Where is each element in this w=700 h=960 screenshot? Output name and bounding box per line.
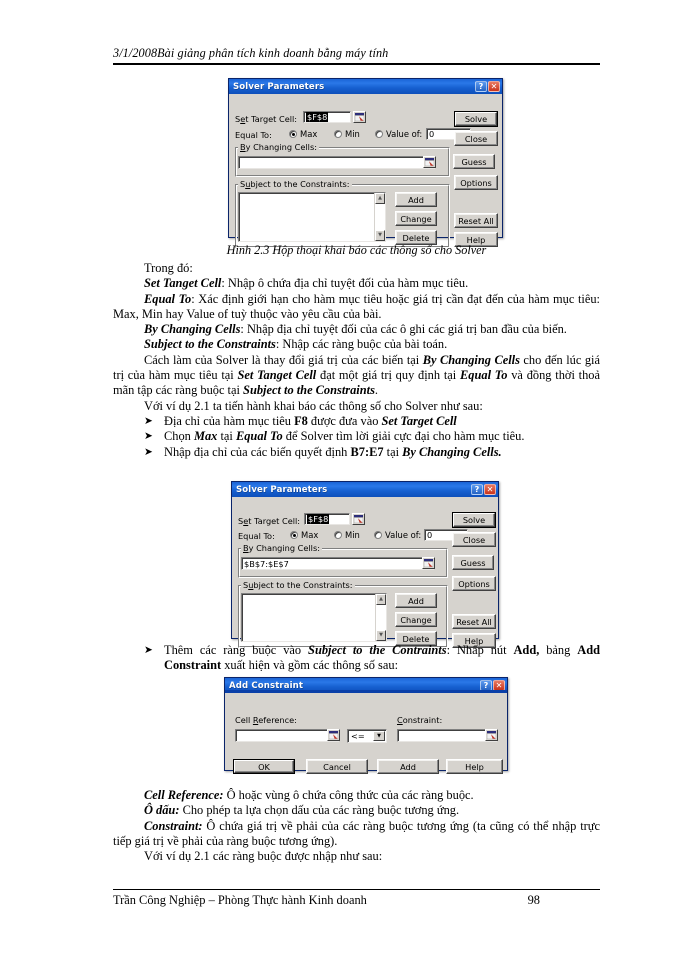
b3-b2: By Changing Cells. xyxy=(402,444,502,459)
b2-c: tại xyxy=(217,429,236,444)
scroll-down-icon[interactable]: ▼ xyxy=(376,630,386,641)
term-constraint: Constraint: xyxy=(144,818,203,833)
help-icon[interactable]: ? xyxy=(471,484,483,495)
guess-button[interactable] xyxy=(453,154,495,169)
chevron-bullet-icon: ➤ xyxy=(144,414,153,427)
radio-value-of-label: Value of: xyxy=(385,530,422,540)
by-changing-cells-range-picker-icon[interactable] xyxy=(422,557,435,569)
by-changing-cells-input[interactable] xyxy=(241,557,434,570)
range-select-icon xyxy=(425,158,434,166)
constraints-scrollbar[interactable] xyxy=(374,193,385,241)
set-target-cell-value: $F$8 xyxy=(308,514,329,524)
radio-max[interactable] xyxy=(290,530,318,540)
solver-parameters-dialog-1[interactable] xyxy=(228,78,503,245)
help-icon[interactable]: ? xyxy=(480,680,492,691)
para-cell-reference xyxy=(113,788,600,803)
t-cachlam-b3: Equal To xyxy=(460,368,508,383)
footer-page-number: 98 xyxy=(527,893,540,907)
b3-c: tại xyxy=(383,444,403,459)
operator-dropdown[interactable] xyxy=(347,729,387,743)
range-select-icon xyxy=(355,113,364,121)
text-block-a xyxy=(113,261,600,460)
radio-value-of-dot xyxy=(374,531,382,539)
chevron-bullet-icon: ➤ xyxy=(144,445,153,458)
t-cachlam-a: Cách làm của Solver là thay đổi giá trị của các biến tại xyxy=(144,352,423,367)
radio-min-dot xyxy=(334,130,342,138)
b2-b2: Equal To xyxy=(235,429,283,444)
para-vi-du-21: Với ví dụ 2.1 ta tiến hành khai báo các thông số cho Solver như sau: xyxy=(144,398,483,413)
dialog3-bottom-bar xyxy=(225,690,507,693)
radio-min[interactable] xyxy=(334,129,360,139)
para-equal-to xyxy=(113,292,600,323)
set-target-cell-input[interactable] xyxy=(303,111,351,123)
cancel-button[interactable] xyxy=(306,759,368,774)
t-cachlam-e: và đồng thời thoả mãn tập các ràng buộc tại xyxy=(113,368,600,398)
radio-min-dot xyxy=(334,531,342,539)
page-footer xyxy=(113,889,600,908)
range-select-icon xyxy=(329,731,338,739)
close-icon[interactable]: ✕ xyxy=(484,484,496,495)
close-icon[interactable]: ✕ xyxy=(493,680,505,691)
scroll-down-icon[interactable]: ▼ xyxy=(375,230,385,241)
b1-a: Địa chỉ của hàm mục tiêu xyxy=(164,413,295,428)
solver-parameters-dialog-2[interactable] xyxy=(231,481,499,646)
close-button-label: Close xyxy=(462,534,486,545)
para-cach-lam xyxy=(113,353,600,399)
list-item xyxy=(113,414,600,429)
change-constraint-button-label: Change xyxy=(400,614,432,625)
footer-author: Trần Công Nghiệp – Phòng Thực hành Kinh doanh xyxy=(113,893,367,907)
set-target-cell-input[interactable] xyxy=(304,513,350,525)
scroll-up-icon[interactable]: ▲ xyxy=(375,193,385,204)
para-o-dau xyxy=(113,803,600,818)
close-button-label: Close xyxy=(464,133,488,144)
reset-all-button[interactable] xyxy=(454,213,498,228)
add-button-label: Add xyxy=(400,761,416,772)
text-cell-reference-rest: Ô hoặc vùng ô chứa công thức của các ràng buộc. xyxy=(223,788,474,802)
list-item xyxy=(113,429,600,444)
add-constraint-button-label: Add xyxy=(408,595,424,606)
radio-value-of-label: Value of: xyxy=(386,129,423,139)
radio-min-label: Min xyxy=(345,129,360,139)
add-constraint-dialog[interactable] xyxy=(224,677,508,771)
term-cell-reference: Cell Reference: xyxy=(144,788,224,802)
chevron-bullet-icon: ➤ xyxy=(144,430,153,443)
para-vi-du-21-b: Với ví dụ 2.1 các ràng buộc được nhập như sau: xyxy=(144,849,383,864)
by-changing-cells-label: By Changing Cells: xyxy=(243,543,320,553)
constraints-scrollbar[interactable] xyxy=(375,594,386,641)
figure-caption-1: Hình 2.3 Hộp thoại khai báo các thông số cho Solver xyxy=(226,243,487,257)
t-cachlam-b1: By Changing Cells xyxy=(422,352,520,367)
change-constraint-button[interactable] xyxy=(395,612,437,627)
b1-b2: Set Target Cell xyxy=(381,413,457,428)
options-button[interactable] xyxy=(452,576,496,591)
constraint-label: Constraint: xyxy=(397,715,443,725)
t-cachlam-b4: Subject to the Constraints xyxy=(243,383,375,398)
dialog2-title: Solver Parameters xyxy=(236,484,328,495)
help-foot-button[interactable] xyxy=(446,759,503,774)
radio-value-of[interactable] xyxy=(375,129,422,139)
constraints-label: Subject to the Constraints: xyxy=(243,580,353,590)
para-subject-constraints xyxy=(113,337,600,352)
t-cachlam-c: cho đến lúc giá trị của hàm mục tiêu tại xyxy=(113,352,600,383)
bullet-2-text xyxy=(164,429,600,444)
help-button-label: Help xyxy=(464,635,484,646)
bullet-1-text xyxy=(164,414,600,429)
text-by-changing-rest: : Nhập địa chỉ tuyệt đối của các ô ghi các giá trị ban đầu của biến. xyxy=(240,322,567,337)
term-equal-to: Equal To xyxy=(144,291,192,306)
chevron-down-icon[interactable]: ▼ xyxy=(373,731,385,741)
radio-max-label: Max xyxy=(300,129,318,139)
radio-max-dot xyxy=(289,130,297,138)
list-item xyxy=(113,643,600,674)
guess-button-label: Guess xyxy=(461,156,487,167)
radio-min[interactable] xyxy=(334,530,360,540)
footer-row xyxy=(113,890,600,908)
b2-d: để Solver tìm lời giải cực đại cho hàm mục tiêu. xyxy=(282,429,525,444)
text-o-dau-rest: Cho phép ta lựa chọn dấu của các ràng buộc tương ứng. xyxy=(179,803,460,818)
reset-all-button-label: Reset All xyxy=(458,215,494,226)
term-set-target-cell: Set Tanget Cell xyxy=(144,276,222,291)
by-changing-cells-label: By Changing Cells: xyxy=(240,142,317,152)
delete-constraint-button-label: Delete xyxy=(402,633,430,644)
delete-constraint-button-label: Delete xyxy=(402,232,430,243)
guess-button-label: Guess xyxy=(460,557,486,568)
set-target-cell-label: Set Target Cell: xyxy=(235,114,298,124)
text-constraint-rest: Ô chứa giá trị về phải của các ràng buộc tương ứng (ta cũng có thể nhập trực tiếp giá trị về phải của ràng buộc tương ứng). xyxy=(113,818,600,848)
dialog1-title: Solver Parameters xyxy=(233,81,325,92)
t-cachlam-b2: Set Tanget Cell xyxy=(237,368,317,383)
bullet-them-text xyxy=(164,643,600,674)
close-button[interactable] xyxy=(454,131,498,146)
b3-b1: B7:E7 xyxy=(350,444,384,459)
add-button[interactable] xyxy=(377,759,439,774)
page-header xyxy=(113,46,600,65)
them-a: Thêm các ràng buộc vào xyxy=(164,643,309,657)
radio-max-dot xyxy=(290,531,298,539)
equal-to-label: Equal To: xyxy=(235,130,272,140)
dialog1-title-bar[interactable] xyxy=(229,79,502,94)
range-select-icon xyxy=(487,731,496,739)
range-select-icon xyxy=(424,559,433,567)
them-b2: Add, xyxy=(513,643,540,657)
add-constraint-button-label: Add xyxy=(408,194,424,205)
value-of-value: 0 xyxy=(427,530,433,540)
radio-value-of-dot xyxy=(375,130,383,138)
para-constraint xyxy=(113,819,600,850)
solve-button[interactable] xyxy=(454,111,498,127)
by-changing-cells-input[interactable] xyxy=(238,156,435,169)
cell-reference-label: Cell Reference: xyxy=(235,715,297,725)
t-cachlam-d: đạt một giá trị quy định tại xyxy=(316,368,461,383)
para-set-target-cell xyxy=(113,276,600,291)
constraint-input[interactable] xyxy=(397,729,497,742)
scroll-up-icon[interactable]: ▲ xyxy=(376,594,386,605)
radio-min-label: Min xyxy=(345,530,360,540)
term-by-changing-cells: By Changing Cells xyxy=(144,322,241,337)
them-d: bảng xyxy=(539,643,578,657)
guess-button[interactable] xyxy=(452,555,494,570)
options-button-label: Options xyxy=(460,177,492,188)
solve-button-label: Solve xyxy=(464,114,488,124)
close-button[interactable] xyxy=(452,532,496,547)
them-c: : Nhấp nút xyxy=(446,643,514,657)
t-cachlam-f: . xyxy=(374,383,379,398)
options-button-label: Options xyxy=(458,578,490,589)
equal-to-label: Equal To: xyxy=(238,531,275,541)
figure-caption-1-block xyxy=(113,243,600,258)
header-text: 3/1/2008Bài giảng phân tích kinh doanh bằng máy tính xyxy=(113,46,389,60)
range-select-icon xyxy=(354,515,363,523)
close-icon[interactable]: ✕ xyxy=(488,81,500,92)
by-changing-cells-value: $B$7:$E$7 xyxy=(244,558,289,569)
text-equal-to-rest: : Xác định giới hạn cho hàm mục tiêu hoặc giá trị cần đạt đến của hàm mục tiêu: Max, Min hay Value of tuỳ thuộc vào yêu cầu của bài. xyxy=(113,291,600,321)
chevron-bullet-icon: ➤ xyxy=(144,644,153,656)
b2-b1: Max xyxy=(193,429,218,444)
header-rule xyxy=(113,63,600,65)
radio-value-of[interactable] xyxy=(374,530,421,540)
dialog3-title: Add Constraint xyxy=(229,680,304,691)
text-block-c xyxy=(113,788,600,864)
add-constraint-button[interactable] xyxy=(395,192,437,207)
dialog2-titlebar-buttons xyxy=(471,484,496,495)
b1-c: được đưa vào xyxy=(307,413,382,428)
bullet-3-text xyxy=(164,445,600,460)
ok-button[interactable] xyxy=(233,759,295,774)
constraints-label: Subject to the Constraints: xyxy=(240,179,350,189)
operator-value: <= xyxy=(351,731,365,741)
change-constraint-button-label: Change xyxy=(400,213,432,224)
dialog1-titlebar-buttons xyxy=(475,81,500,92)
list-item xyxy=(113,445,600,460)
solve-button[interactable] xyxy=(452,512,496,528)
help-button-label: Help xyxy=(466,234,486,245)
text-block-b xyxy=(113,643,600,674)
ok-button-label: OK xyxy=(258,761,270,772)
set-target-cell-value: $F$8 xyxy=(307,112,328,122)
change-constraint-button[interactable] xyxy=(395,211,437,226)
constraint-range-picker-icon[interactable] xyxy=(485,729,498,741)
cell-reference-input[interactable] xyxy=(235,729,339,742)
cancel-button-label: Cancel xyxy=(323,761,351,772)
reset-all-button[interactable] xyxy=(452,614,496,629)
text-set-target-cell-rest: : Nhập ô chứa địa chỉ tuyệt đối của hàm mục tiêu. xyxy=(221,276,469,291)
solve-button-label: Solve xyxy=(462,515,486,525)
them-b1: Subject to the Contraints xyxy=(308,643,447,657)
cell-reference-range-picker-icon[interactable] xyxy=(327,729,340,741)
term-o-dau: Ô dấu: xyxy=(144,803,180,818)
help-icon[interactable]: ? xyxy=(475,81,487,92)
options-button[interactable] xyxy=(454,175,498,190)
set-target-cell-range-picker-icon[interactable] xyxy=(353,111,366,123)
constraints-listbox[interactable] xyxy=(238,192,386,242)
dialog2-title-bar[interactable] xyxy=(232,482,498,497)
radio-max-label: Max xyxy=(301,530,319,540)
add-constraint-button[interactable] xyxy=(395,593,437,608)
b2-a: Chọn xyxy=(164,429,194,444)
text-subject-rest: : Nhập các ràng buộc của bài toán. xyxy=(275,337,448,352)
set-target-cell-range-picker-icon[interactable] xyxy=(352,513,365,525)
para-by-changing-cells xyxy=(113,322,600,337)
b3-a: Nhập địa chỉ của các biến quyết định xyxy=(164,444,351,459)
reset-all-button-label: Reset All xyxy=(456,616,492,627)
term-subject-constraints: Subject to the Constraints xyxy=(144,337,276,352)
them-e: xuất hiện và gồm các thông số sau: xyxy=(221,658,399,673)
set-target-cell-label: Set Target Cell: xyxy=(238,516,301,526)
them-b3: Add Constraint xyxy=(164,643,600,673)
constraints-listbox[interactable] xyxy=(241,593,387,642)
value-of-value: 0 xyxy=(429,129,435,139)
para-trong-do: Trong đó: xyxy=(144,261,193,275)
help-foot-button-label: Help xyxy=(465,761,484,772)
b1-b1: F8 xyxy=(294,413,308,428)
by-changing-cells-range-picker-icon[interactable] xyxy=(423,156,436,168)
radio-max[interactable] xyxy=(289,129,317,139)
